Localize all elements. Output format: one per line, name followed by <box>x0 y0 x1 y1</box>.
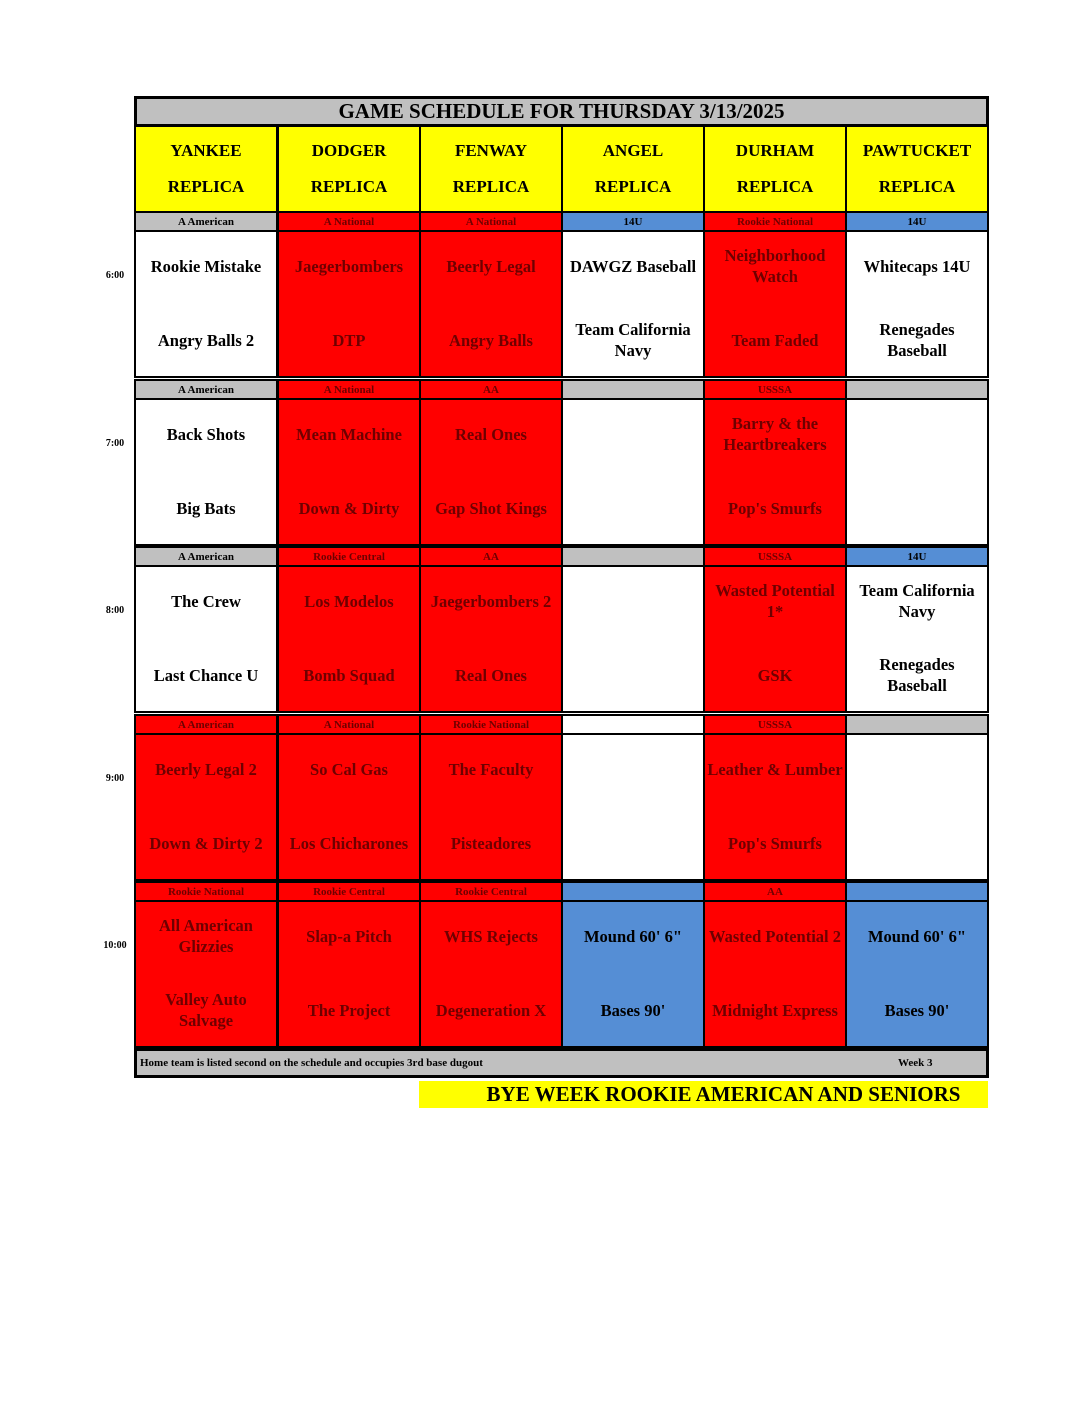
away-team: The Faculty <box>448 759 534 779</box>
away-team <box>847 410 987 458</box>
away-team: Neighborhood Watch <box>724 246 826 286</box>
away-team: Rookie Mistake <box>150 256 262 276</box>
home-team: Pisteadores <box>450 833 532 853</box>
field-name: PAWTUCKET <box>862 141 972 160</box>
away-team: Los Modelos <box>304 591 394 611</box>
division-label: Rookie National <box>703 211 847 232</box>
division-label <box>845 714 989 735</box>
time-label: 10:00 <box>103 940 127 951</box>
home-team <box>847 819 987 867</box>
away-team: Jaegerbombers 2 <box>430 591 552 611</box>
game-cell <box>845 565 989 713</box>
game-cell <box>134 733 278 881</box>
division-label: A American <box>134 714 278 735</box>
home-team: Down & Dirty <box>298 498 400 518</box>
field-subtitle: REPLICA <box>167 177 245 196</box>
bye-week-banner: BYE WEEK ROOKIE AMERICAN AND SENIORS <box>419 1081 988 1108</box>
away-team: Mean Machine <box>296 424 402 444</box>
week-label: Week 3 <box>898 1057 933 1069</box>
away-team: Mound 60' 6" <box>583 926 683 946</box>
division-label <box>561 881 705 902</box>
division-label: A National <box>277 379 421 400</box>
field-subtitle: REPLICA <box>878 177 956 196</box>
away-team <box>563 745 703 793</box>
field-name: DODGER <box>311 141 387 160</box>
away-team: Slap-a Pitch <box>306 926 392 946</box>
schedule-title: GAME SCHEDULE FOR THURSDAY 3/13/2025 <box>134 96 989 127</box>
away-team <box>847 745 987 793</box>
away-team: Beerly Legal <box>446 256 536 276</box>
home-team <box>563 651 703 699</box>
game-cell <box>845 398 989 546</box>
division-label <box>561 714 705 735</box>
game-cell <box>845 900 989 1048</box>
field-header-dodger <box>277 125 421 213</box>
home-team: Midnight Express <box>712 1000 838 1020</box>
home-team: DTP <box>332 330 366 350</box>
game-cell <box>703 565 847 713</box>
division-label: AA <box>419 379 563 400</box>
home-team: GSK <box>757 665 793 685</box>
game-cell <box>134 398 278 546</box>
home-team: Los Chicharones <box>289 833 409 853</box>
division-label: Rookie Central <box>277 881 421 902</box>
division-label: A National <box>419 211 563 232</box>
schedule-table <box>134 96 989 1081</box>
game-cell <box>419 230 563 378</box>
home-team <box>563 819 703 867</box>
game-cell <box>419 733 563 881</box>
game-cell <box>845 230 989 378</box>
game-cell <box>277 733 421 881</box>
away-team: Wasted Potential 1* <box>715 581 835 621</box>
field-name: ANGEL <box>602 141 664 160</box>
home-team: Pop's Smurfs <box>728 498 822 518</box>
field-header-durham <box>703 125 847 213</box>
home-team: Big Bats <box>176 498 236 518</box>
away-team: Jaegerbombers <box>294 256 404 276</box>
division-label: A American <box>134 211 278 232</box>
game-cell <box>419 565 563 713</box>
division-label <box>561 546 705 567</box>
division-label: A National <box>277 211 421 232</box>
time-label: 6:00 <box>105 270 125 281</box>
home-team: Angry Balls <box>449 330 533 350</box>
away-team <box>563 577 703 625</box>
field-header-pawtucket <box>845 125 989 213</box>
home-team: Down & Dirty 2 <box>149 833 263 853</box>
home-team: Bases 90' <box>884 1000 950 1020</box>
game-cell <box>561 565 705 713</box>
time-label: 8:00 <box>105 605 125 616</box>
time-label: 9:00 <box>105 773 125 784</box>
division-label: Rookie Central <box>419 881 563 902</box>
away-team: Beerly Legal 2 <box>155 759 257 779</box>
game-cell <box>277 398 421 546</box>
division-label: Rookie National <box>419 714 563 735</box>
game-cell <box>134 900 278 1048</box>
division-label: AA <box>703 881 847 902</box>
game-cell <box>561 398 705 546</box>
game-cell <box>419 900 563 1048</box>
game-cell <box>561 733 705 881</box>
field-subtitle: REPLICA <box>452 177 530 196</box>
away-team: The Crew <box>171 591 241 611</box>
home-team-note: Home team is listed second on the schedule and occupies 3rd base dugout <box>140 1057 483 1069</box>
home-team: Renegades Baseball <box>879 655 955 695</box>
away-team <box>563 410 703 458</box>
away-team: Leather & Lumber <box>707 759 843 779</box>
field-subtitle: REPLICA <box>594 177 672 196</box>
division-label: Rookie National <box>134 881 278 902</box>
away-team: All American Glizzies <box>159 916 253 956</box>
away-team: Wasted Potential 2 <box>709 926 841 946</box>
home-team <box>847 484 987 532</box>
game-cell <box>419 398 563 546</box>
field-header-yankee <box>134 125 278 213</box>
game-cell <box>703 733 847 881</box>
home-team: Team Faded <box>731 330 819 350</box>
home-team: Team California Navy <box>575 320 691 360</box>
game-cell <box>561 230 705 378</box>
game-cell <box>845 733 989 881</box>
away-team: Mound 60' 6" <box>867 926 967 946</box>
away-team: Back Shots <box>166 424 246 444</box>
game-cell <box>134 565 278 713</box>
division-label: 14U <box>561 211 705 232</box>
game-cell <box>277 900 421 1048</box>
home-team: Gap Shot Kings <box>435 498 547 518</box>
home-team: Bases 90' <box>600 1000 666 1020</box>
away-team: So Cal Gas <box>310 759 388 779</box>
home-team <box>563 484 703 532</box>
game-cell <box>277 565 421 713</box>
away-team: Barry & the Heartbreakers <box>723 414 827 454</box>
division-label: 14U <box>845 546 989 567</box>
division-label: A American <box>134 546 278 567</box>
division-label: AA <box>419 546 563 567</box>
field-name: YANKEE <box>170 141 242 160</box>
division-label: A American <box>134 379 278 400</box>
schedule-footer <box>134 1048 989 1078</box>
game-cell <box>703 398 847 546</box>
game-cell <box>277 230 421 378</box>
field-header-fenway <box>419 125 563 213</box>
division-label: USSSA <box>703 379 847 400</box>
time-label: 7:00 <box>105 438 125 449</box>
game-cell <box>703 900 847 1048</box>
division-label: A National <box>277 714 421 735</box>
division-label: 14U <box>845 211 989 232</box>
field-name: DURHAM <box>735 141 815 160</box>
field-subtitle: REPLICA <box>736 177 814 196</box>
division-label: USSSA <box>703 714 847 735</box>
game-cell <box>703 230 847 378</box>
home-team: Last Chance U <box>153 665 259 685</box>
away-team: WHS Rejects <box>444 926 538 946</box>
home-team: Angry Balls 2 <box>157 330 255 350</box>
home-team: Degeneration X <box>435 1000 547 1020</box>
home-team: Real Ones <box>455 665 527 685</box>
division-label: USSSA <box>703 546 847 567</box>
game-cell <box>561 900 705 1048</box>
field-header-angel <box>561 125 705 213</box>
division-label <box>845 881 989 902</box>
away-team: Team California Navy <box>859 581 975 621</box>
division-label <box>845 379 989 400</box>
division-label: Rookie Central <box>277 546 421 567</box>
away-team: Whitecaps 14U <box>863 256 971 276</box>
home-team: The Project <box>307 1000 391 1020</box>
division-label <box>561 379 705 400</box>
home-team: Valley Auto Salvage <box>165 990 247 1030</box>
away-team: Real Ones <box>455 424 527 444</box>
field-subtitle: REPLICA <box>310 177 388 196</box>
home-team: Renegades Baseball <box>879 320 955 360</box>
game-cell <box>134 230 278 378</box>
home-team: Pop's Smurfs <box>728 833 822 853</box>
away-team: DAWGZ Baseball <box>569 256 697 276</box>
home-team: Bomb Squad <box>303 665 395 685</box>
field-name: FENWAY <box>454 141 528 160</box>
